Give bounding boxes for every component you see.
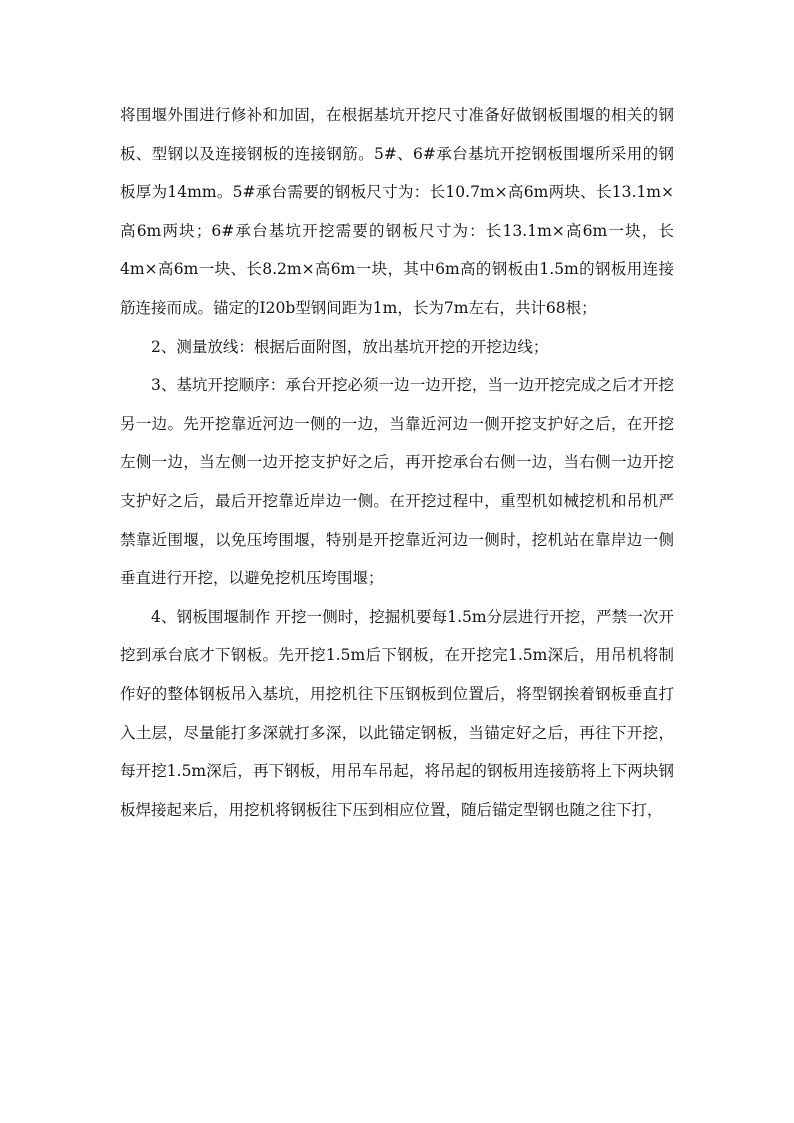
paragraph-survey-setout: 2、测量放线：根据后面附图，放出基坑开挖的开挖边线； bbox=[151, 337, 549, 356]
paragraph-steel-cofferdam: 4、钢板围堰制作 开挖一侧时，挖掘机要每1.5m分层进行开挖，严禁一次开挖到承台底才下钢板。先开挖1.5m后下钢板，在开挖完1.5m深后，用吊机将制作好的整体钢板吊入基坑，用挖机往下压钢板到位置后，将型钢挨着钢板垂直打入土层，尽量能打多深就打多深，以此锚定钢板，当锚定好之后，再往下开挖，每开挖1.5m深后，再下钢板，用吊车吊起，将吊起的钢板用连接筋将上下两块钢板焊接起来后，用挖机将钢板往下压到相应位置，随后锚定型钢也随之往下打， bbox=[120, 607, 674, 819]
document-body bbox=[120, 96, 674, 829]
paragraph-continuation: 将围堰外围进行修补和加固，在根据基坑开挖尺寸准备好做钢板围堰的相关的钢板、型钢以及连接钢板的连接钢筋。5#、6#承台基坑开挖钢板围堰所采用的钢板厚为14mm。5#承台需要的钢板尺寸为：长10.7m×高6m两块、长13.1m×高6m两块；6#承台基坑开挖需要的钢板尺寸为：长13.1m×高6m一块，长4m×高6m一块、长8.2m×高6m一块，其中6m高的钢板由1.5m的钢板用连接筋连接而成。锚定的I20b型钢间距为1m，长为7m左右，共计68根； bbox=[120, 106, 674, 317]
paragraph-excavation-sequence: 3、基坑开挖顺序：承台开挖必须一边一边开挖，当一边开挖完成之后才开挖另一边。先开挖靠近河边一侧的一边，当靠近河边一侧开挖支护好之后，在开挖左侧一边，当左侧一边开挖支护好之后，再开挖承台右侧一边，当右侧一边开挖支护好之后，最后开挖靠近岸边一侧。在开挖过程中，重型机如械挖机和吊机严禁靠近围堰，以免压垮围堰，特别是开挖靠近河边一侧时，挖机站在靠岸边一侧垂直进行开挖，以避免挖机压垮围堰； bbox=[120, 376, 674, 588]
